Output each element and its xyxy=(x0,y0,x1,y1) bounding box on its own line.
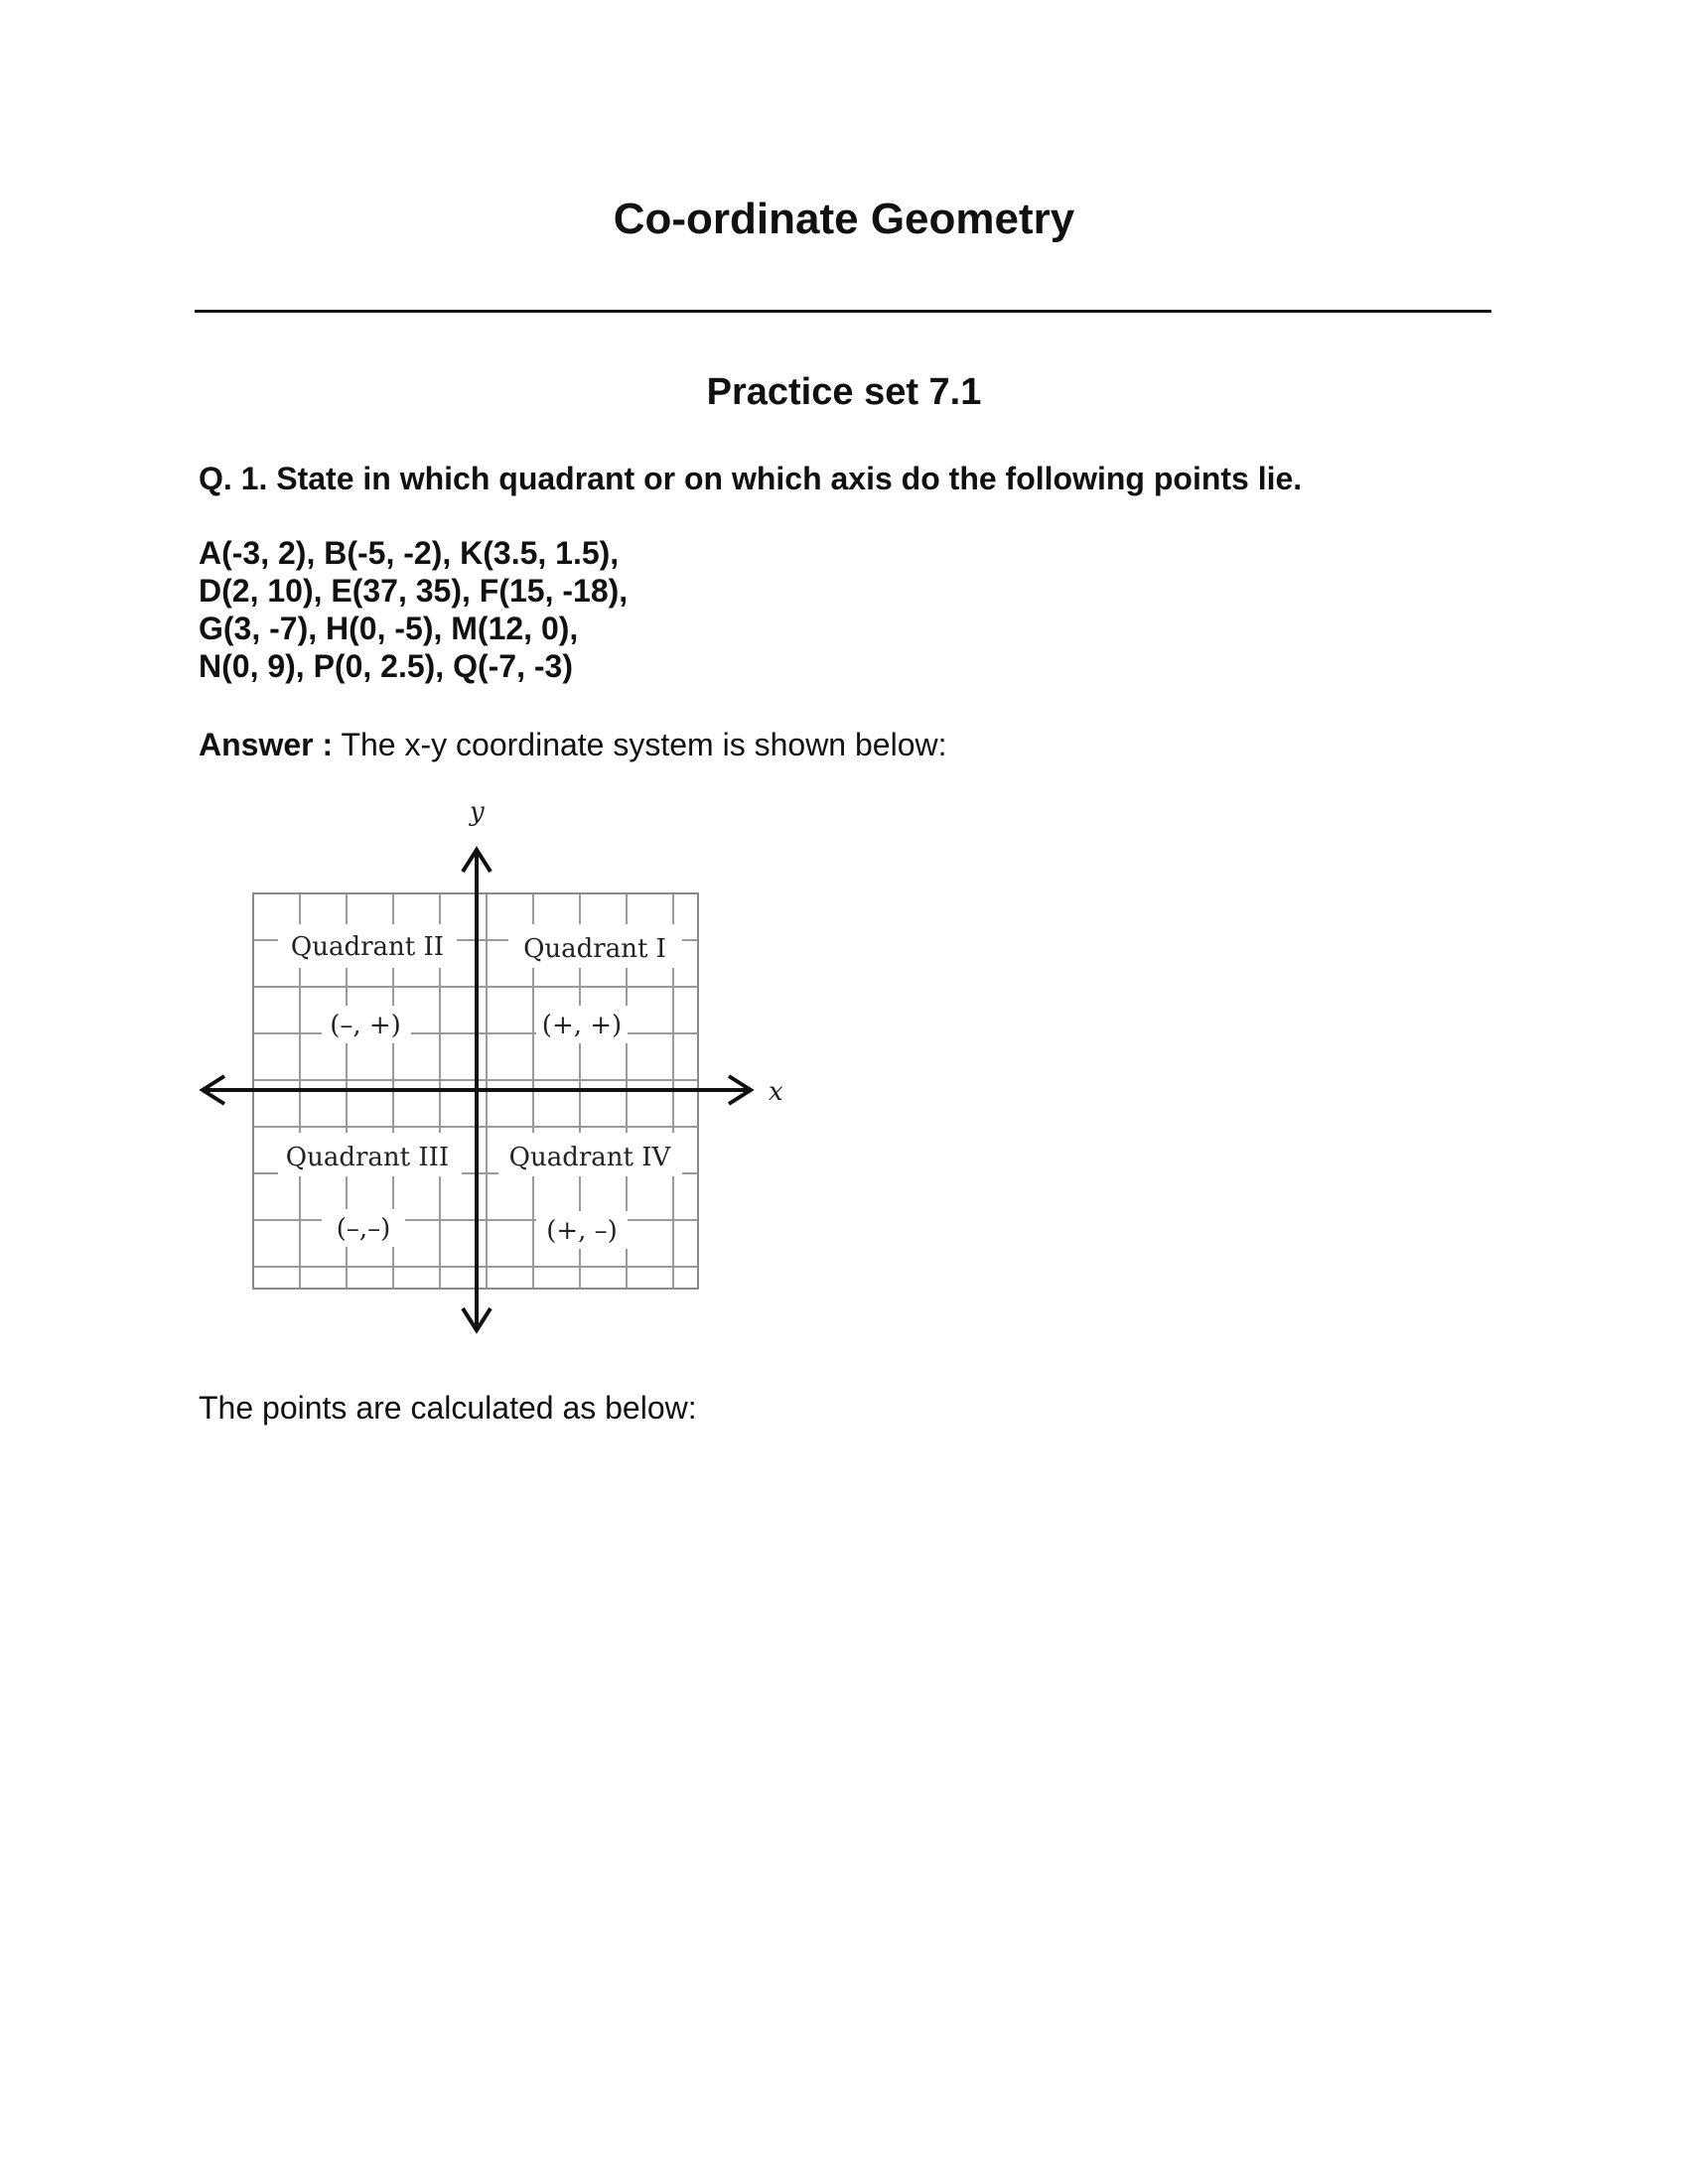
answer-line xyxy=(199,727,946,763)
quadrant-1-name: Quadrant I xyxy=(523,934,666,964)
points-line: A(-3, 2), B(-5, -2), K(3.5, 1.5), xyxy=(199,535,620,571)
coordinate-system-figure xyxy=(189,794,824,1370)
closing-text: The points are calculated as below: xyxy=(199,1390,697,1426)
quadrant-2-signs: (–, +) xyxy=(330,1011,401,1040)
quadrant-1-signs: (+, +) xyxy=(541,1011,623,1040)
quadrant-3-name: Quadrant III xyxy=(285,1143,450,1172)
y-axis-label: y xyxy=(470,797,485,827)
points-line: D(2, 10), E(37, 35), F(15, -18), xyxy=(199,573,629,609)
answer-label: Answer : xyxy=(199,727,334,762)
coordinate-grid-diagram xyxy=(189,794,824,1370)
quadrant-4-signs: (+, –) xyxy=(546,1216,618,1246)
answer-text: The x-y coordinate system is shown below: xyxy=(333,727,947,762)
x-axis-label: x xyxy=(769,1077,783,1107)
quadrant-4-name: Quadrant IV xyxy=(508,1143,671,1172)
quadrant-2-name: Quadrant II xyxy=(290,932,445,962)
points-line: G(3, -7), H(0, -5), M(12, 0), xyxy=(199,611,579,646)
points-line: N(0, 9), P(0, 2.5), Q(-7, -3) xyxy=(199,648,573,684)
points-list xyxy=(199,534,628,685)
question-text: Q. 1. State in which quadrant or on which axis do the following points lie. xyxy=(199,461,1303,496)
quadrant-3-signs: (–,–) xyxy=(336,1214,391,1244)
section-title: Practice set 7.1 xyxy=(706,371,982,413)
page-title: Co-ordinate Geometry xyxy=(613,195,1075,243)
title-divider xyxy=(195,310,1491,313)
